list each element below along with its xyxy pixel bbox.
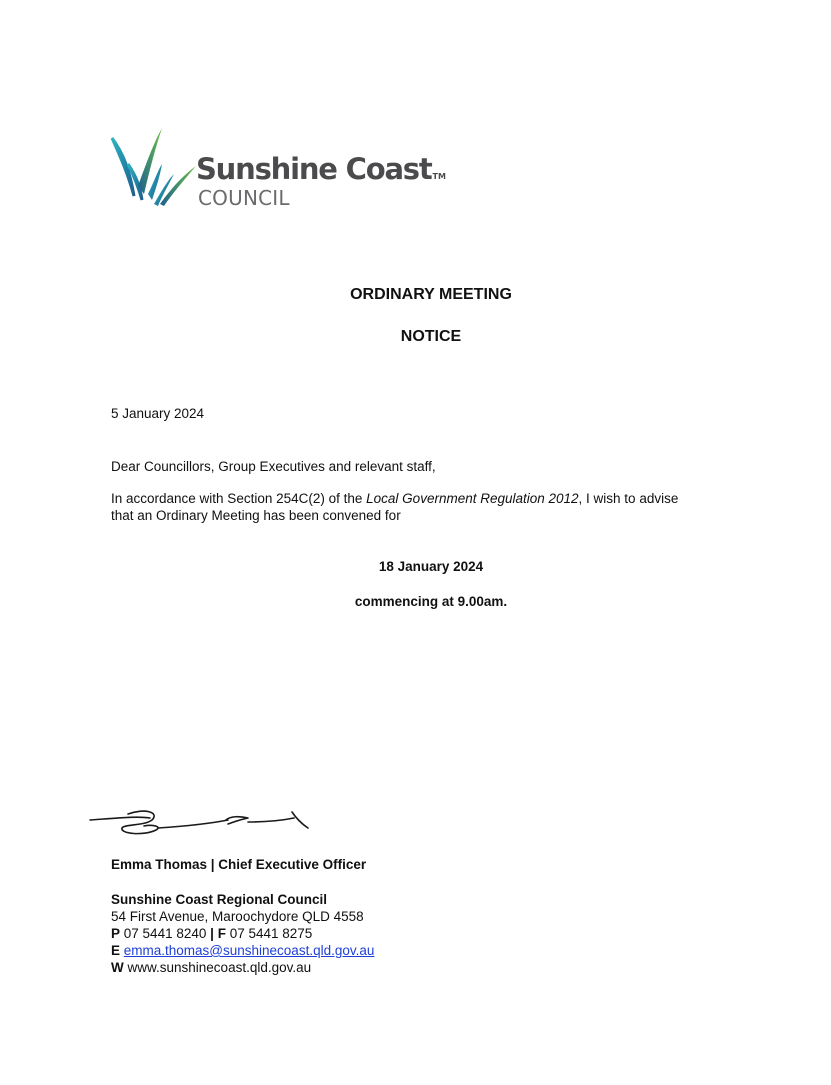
heading-notice: NOTICE	[400, 328, 462, 345]
logo-trademark: TM	[432, 172, 446, 181]
heading-ordinary-meeting: ORDINARY MEETING	[350, 286, 512, 303]
regulation-title: Local Government Regulation 2012	[366, 491, 579, 506]
email-label: E	[111, 943, 121, 958]
meeting-time: commencing at 9.00am.	[354, 594, 508, 609]
para-text-2: , I wish to advise	[578, 491, 679, 506]
para-text-1: In accordance with Section 254C(2) of the	[111, 491, 367, 506]
website-line	[111, 959, 374, 976]
email-link[interactable]: emma.thomas@sunshinecoast.qld.gov.au	[123, 943, 375, 958]
grass-wave-logo-icon	[110, 124, 200, 210]
body-paragraph	[111, 490, 678, 524]
fax-label: F	[217, 926, 226, 941]
signatory-name-title: Emma Thomas | Chief Executive Officer	[111, 857, 367, 872]
para-text-3: that an Ordinary Meeting has been convened for	[111, 508, 401, 523]
letter-date: 5 January 2024	[111, 406, 205, 421]
signature-image	[88, 806, 318, 848]
postal-address: 54 First Avenue, Maroochydore QLD 4558	[111, 909, 364, 924]
fax-number: 07 5441 8275	[229, 926, 313, 941]
phone-fax-line	[111, 925, 374, 942]
meeting-date: 18 January 2024	[378, 559, 484, 574]
salutation: Dear Councillors, Group Executives and relevant staff,	[111, 459, 436, 474]
logo-name: Sunshine CoastTM	[196, 152, 446, 186]
website-url: www.sunshinecoast.qld.gov.au	[127, 960, 312, 975]
separator: |	[210, 926, 214, 941]
organisation-name: Sunshine Coast Regional Council	[111, 892, 328, 907]
web-label: W	[111, 960, 124, 975]
phone-label: P	[111, 926, 121, 941]
phone-number: 07 5441 8240	[123, 926, 207, 941]
contact-block	[111, 891, 374, 976]
council-logo	[110, 124, 450, 214]
logo-subtitle: COUNCIL	[198, 186, 290, 210]
email-line	[111, 942, 374, 959]
